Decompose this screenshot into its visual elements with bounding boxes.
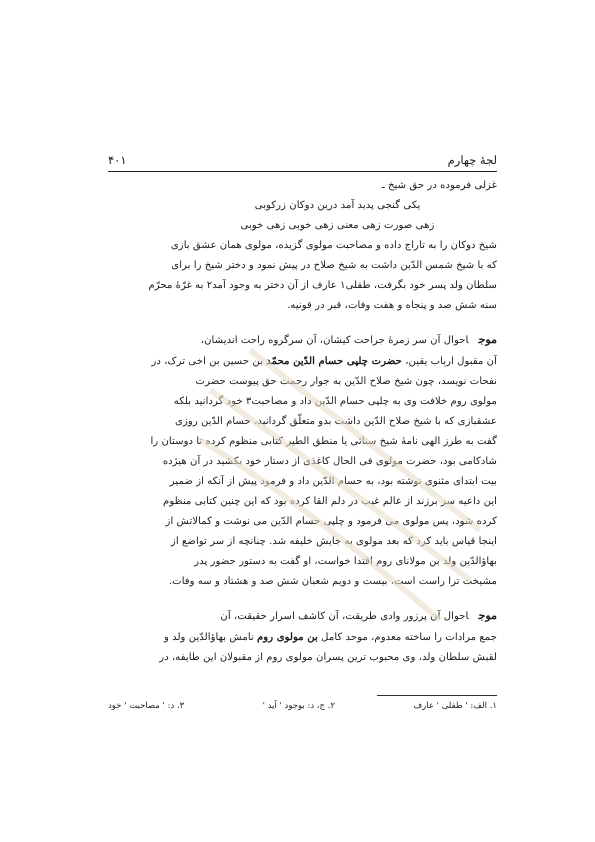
para3-line-1 [108,606,497,627]
footnote-rule [377,695,497,696]
paragraph-gap [108,316,497,330]
para3-text: جمع مرادات را ساخته معدوم، موحد کامل [317,632,497,643]
para2-line: این داعیه سر برزند از عالم غیب در دلم القا کرده بود که این چنین کتابی منظوم [163,496,497,507]
para2-line-1 [108,330,497,351]
chapter-title: لجۀ چهارم [447,153,497,167]
section-marker: موج [478,609,497,622]
header-rule [108,171,497,172]
section-marker: موج [478,333,497,346]
para3-opening: احوال آن پرزور وادی طریقت، آن کاشف اسرار حقیقت، آن [220,611,469,622]
para1-line-1: شیخ دوکان را به تاراج داده و مصاحبت مولوی گزیده، مولوی همان عشق بازی [170,240,497,251]
footnote-1: ۱. الف: ' طفلی ' عارف [413,701,497,711]
footnotes [108,701,497,711]
para2-text: آن مقبول ارباب یقین، [401,356,497,367]
intro-line: غزلی فرموده در حق شیخ ـ [381,180,497,191]
para1-line-3: سلطان ولد پسر خود بگرفت، طفلی۱ عارف از آن دختر به وجود آمد۲ به غرّۀ محرّم [148,280,497,291]
main-text [108,176,497,668]
page-number: ۴۰۱ [108,153,127,167]
para1-line-2: که با شیخ شمس الدّین داشت به شیخ صلاح در پیش نمود و دختر شیخ را برای [171,260,497,271]
para1-line-4: سنه شش صد و پنجاه و هفت وفات، قبر در قونیه. [287,300,497,311]
para3-line-3: لقبش سلطان ولد، وی محبوب ترین پسران مولوی روم از مقبولان این طایفه، در [159,652,497,663]
para2-line: شادکامی بود، حضرت مولوی فی الحال کاغذی از دستار خود بکشید در آن هیژده [162,456,497,467]
para2-line: مولوی روم خلافت وی به چلپی حسام الدّین داد و مصاحبت۳ خود گردانید بلکه [173,396,497,407]
verse-line-2: زهی صورت زهی معنی زهی خوبی زهی خوبی [240,220,435,231]
para2-line: گفت به طرز الهی نامۀ شیخ سنائی یا منطق الطیر کتابی منظوم کرده تا دوستان را [150,436,497,447]
para2-line: اینجا قیاس باید کرد که بعد مولوی به جایش خلیفه شد. چنانچه از سر تواضع از [170,536,497,547]
para2-line: بهاؤالدّین ولد بن مولانای روم اقتدا خواست، او گفت به دستور حضور پدر [194,556,497,567]
para2-line: بیت ابتدای مثنوی نوشته بود، به حسام الدّین داد و فرمود پیش از آنکه از ضمیر [169,476,497,487]
para2-text: بن حسین بن اخی ترک، در [151,356,267,367]
paragraph-gap [108,592,497,606]
footnote-2: ۲. ج، د: بوجود ' آید ' [262,701,336,711]
para3-text: نامش بهاؤالدّین ولد و [163,632,257,643]
para2-line: مشیخت ترا راست است، بیست و دویم شعبان شش صد و هشتاد و سه وفات. [168,576,497,587]
verse-line-1: یکی گنجی پدید آمد درین دوکان زرکوبی [254,200,421,211]
para3-line-2 [108,627,497,648]
para2-line: کرده شود، پس مولوی می فرمود و چلپی حسام الدّین می نوشت و کمالاتش از [165,516,497,527]
para2-opening: احوال آن سر زمرۀ جراحت کیشان، آن سرگروه راحت اندیشان، [200,335,469,346]
para2-line-2 [108,351,497,372]
running-header [108,150,497,170]
person-name-sultan-walad: بن مولوی روم [257,631,318,643]
footnote-3: ۳. د: ' مصاحبت ' خود [108,701,185,711]
person-name-husam: حضرت چلپی حسام الدّین محمّد [266,355,402,367]
para2-line: نفحات نویسد، چون شیخ صلاح الدّین به جوار رحمت حق پیوست حضرت [195,376,497,387]
para2-line: عشقبازی که با شیخ صلاح الدّین داشت بدو متعلّق گردانید، حسام الدّین روزی [175,416,497,427]
